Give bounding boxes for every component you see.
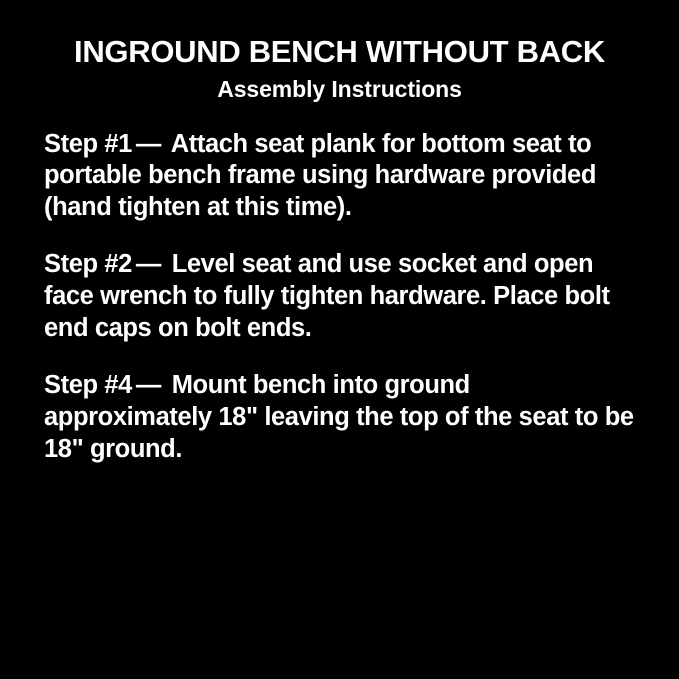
- step-paragraph: [44, 370, 635, 465]
- step-item: [44, 370, 635, 465]
- step-item: [44, 129, 635, 224]
- page-subtitle: Assembly Instructions: [217, 75, 462, 102]
- step-label: Step #2: [44, 250, 132, 279]
- page-title: INGROUND BENCH WITHOUT BACK: [74, 34, 605, 69]
- step-item: [44, 249, 635, 344]
- steps-list: [44, 129, 635, 465]
- step-paragraph: [44, 129, 635, 224]
- step-text: Mount bench into ground approximately 18" leaving the top of the seat to be 18" ground.: [44, 371, 634, 463]
- step-paragraph: [44, 249, 635, 344]
- step-separator: —: [135, 250, 162, 279]
- step-label: Step #4: [44, 371, 132, 400]
- step-text: Attach seat plank for bottom seat to portable bench frame using hardware provided (hand tighten at this time).: [44, 129, 597, 221]
- step-text: Level seat and use socket and open face wrench to fully tighten hardware. Place bolt end caps on bolt ends.: [44, 250, 610, 342]
- step-separator: —: [135, 129, 162, 158]
- step-label: Step #1: [44, 129, 132, 158]
- step-separator: —: [135, 371, 162, 400]
